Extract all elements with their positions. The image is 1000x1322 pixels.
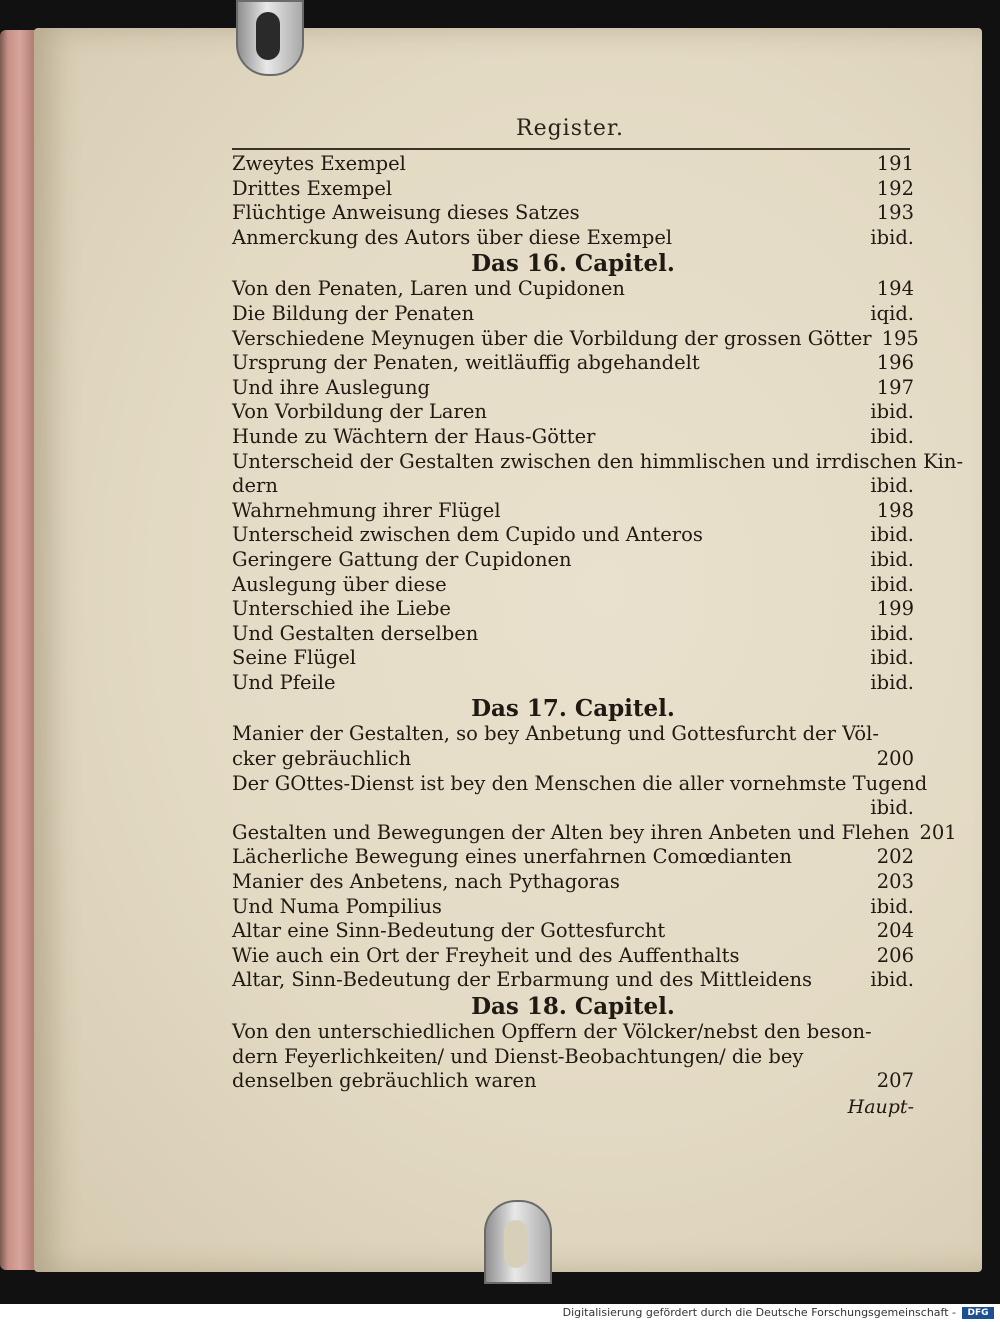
index-entry — [232, 944, 914, 969]
entry-page: 192 — [876, 176, 914, 200]
index-entry — [232, 326, 919, 352]
entry-page: ibid. — [870, 894, 914, 918]
index-entry — [232, 277, 914, 302]
entry-text: Und Numa Pompilius — [232, 894, 442, 918]
entry-page: ibid. — [870, 646, 914, 670]
entry-page: 196 — [876, 351, 914, 375]
index-entry — [232, 1020, 914, 1045]
entry-text: Manier des Anbetens, nach Pythagoras — [232, 870, 620, 894]
entry-page: 206 — [876, 943, 914, 967]
entry-text: dern — [232, 474, 278, 498]
index-entry — [232, 722, 914, 747]
entry-page: 198 — [876, 498, 914, 522]
entry-text: Der GOttes-Dienst ist bey den Menschen die aller vornehmste Tugend — [232, 771, 928, 795]
catchword: Haupt- — [847, 1095, 914, 1118]
entry-text: Unterscheid der Gestalten zwischen den himmlischen und irrdischen Kin- — [232, 449, 964, 473]
entry-text: Von den Penaten, Laren und Cupidonen — [232, 277, 625, 301]
chapter-heading: Das 16. Capitel. — [471, 250, 675, 278]
entry-text: cker gebräuchlich — [232, 747, 412, 771]
entry-text: Altar, Sinn-Bedeutung der Erbarmung und des Mittleidens — [232, 968, 813, 992]
entry-page: ibid. — [870, 400, 914, 424]
entry-page: iqid. — [870, 301, 914, 325]
page-clip-bottom — [484, 1200, 552, 1284]
index-entry — [232, 646, 914, 671]
entry-text: Altar eine Sinn-Bedeutung der Gottesfurcht — [232, 919, 666, 943]
index-entry — [232, 771, 928, 797]
entry-text: Unterschied ihe Liebe — [232, 597, 451, 621]
index-entry — [232, 573, 914, 598]
entry-text: Gestalten und Bewegungen der Alten bey ihren Anbeten und Flehen — [232, 820, 910, 844]
index-entry — [232, 449, 964, 475]
entry-text: Wie auch ein Ort der Freyheit und des Auffenthalts — [232, 943, 740, 967]
entry-text: Von den unterschiedlichen Opffern der Völcker/nebst den beson- — [232, 1020, 872, 1043]
index-entry — [232, 548, 914, 573]
index-entry — [232, 845, 914, 870]
entry-text: Und Gestalten derselben — [232, 621, 479, 645]
index-entry — [232, 499, 914, 524]
footer-bar — [0, 1304, 1000, 1322]
entry-page: 195 — [881, 326, 919, 350]
entry-text: Auslegung über diese — [232, 572, 447, 596]
entry-page: 191 — [876, 152, 914, 175]
index-entry — [232, 919, 914, 944]
entry-page: 200 — [876, 747, 914, 771]
register-index — [232, 152, 964, 1120]
index-entry — [232, 870, 914, 895]
index-entry — [232, 474, 914, 499]
running-head: Register. — [516, 116, 624, 141]
entry-text: Die Bildung der Penaten — [232, 301, 475, 325]
entry-page: 201 — [919, 820, 957, 844]
index-entry — [232, 820, 957, 846]
index-entry — [232, 796, 914, 821]
index-entry — [232, 747, 914, 772]
footer-credit: Digitalisierung gefördert durch die Deutsche Forschungsgemeinschaft - — [562, 1306, 956, 1319]
index-entry — [232, 201, 914, 226]
entry-text: Und ihre Auslegung — [232, 375, 431, 399]
entry-text: Drittes Exempel — [232, 176, 393, 200]
entry-text: dern Feyerlichkeiten/ und Dienst-Beobachtungen/ die bey — [232, 1044, 804, 1068]
entry-page: 203 — [876, 870, 914, 894]
entry-text: Seine Flügel — [232, 646, 357, 670]
entry-text: Ursprung der Penaten, weitläuffig abgehandelt — [232, 351, 700, 375]
entry-page: 199 — [876, 597, 914, 621]
index-entry — [232, 376, 914, 401]
entry-text: Unterscheid zwischen dem Cupido und Anteros — [232, 523, 703, 547]
index-entry — [232, 351, 914, 376]
index-entry — [232, 895, 914, 920]
entry-page: ibid. — [870, 796, 914, 820]
entry-page: ibid. — [870, 474, 914, 498]
entry-text: Anmerckung des Autors über diese Exempel — [232, 225, 673, 249]
entry-text: Geringere Gattung der Cupidonen — [232, 547, 572, 571]
entry-page: 202 — [876, 845, 914, 869]
index-entry — [232, 1069, 914, 1094]
entry-text: Und Pfeile — [232, 670, 336, 694]
entry-text: Von Vorbildung der Laren — [232, 400, 487, 424]
entry-page: 207 — [876, 1069, 914, 1093]
index-entry — [232, 226, 914, 251]
index-entry — [232, 671, 914, 696]
entry-text: Zweytes Exempel — [232, 152, 406, 175]
dfg-logo: DFG — [962, 1307, 994, 1319]
index-entry — [232, 302, 914, 327]
entry-page: ibid. — [870, 547, 914, 571]
entry-page: ibid. — [870, 225, 914, 249]
entry-page: 193 — [876, 201, 914, 225]
entry-page: ibid. — [870, 670, 914, 694]
chapter-heading: Das 17. Capitel. — [471, 695, 675, 723]
index-entry — [232, 622, 914, 647]
index-entry — [232, 425, 914, 450]
entry-text: Verschiedene Meynugen über die Vorbildung der grossen Götter — [232, 326, 872, 350]
chapter-heading: Das 18. Capitel. — [471, 993, 675, 1020]
index-entry — [232, 968, 914, 993]
entry-page: 194 — [876, 277, 914, 301]
entry-text: Manier der Gestalten, so bey Anbetung und Gottesfurcht der Völ- — [232, 722, 879, 746]
entry-text: denselben gebräuchlich waren — [232, 1069, 537, 1093]
entry-page: ibid. — [870, 621, 914, 645]
page-clip-top — [236, 0, 304, 76]
entry-page: ibid. — [870, 424, 914, 448]
header-rule — [232, 148, 910, 150]
entry-text: Flüchtige Anweisung dieses Satzes — [232, 201, 580, 225]
entry-page: 197 — [876, 375, 914, 399]
entry-page: ibid. — [870, 968, 914, 992]
index-entry — [232, 1045, 914, 1070]
index-entry — [232, 152, 914, 177]
entry-page: ibid. — [870, 523, 914, 547]
index-entry — [232, 597, 914, 622]
entry-text: Lächerliche Bewegung eines unerfahrnen Comœdianten — [232, 845, 792, 869]
index-entry — [232, 400, 914, 425]
entry-page: 204 — [876, 919, 914, 943]
entry-text: Hunde zu Wächtern der Haus-Götter — [232, 424, 596, 448]
entry-page: ibid. — [870, 572, 914, 596]
entry-text: Wahrnehmung ihrer Flügel — [232, 498, 501, 522]
index-entry — [232, 177, 914, 202]
index-entry — [232, 523, 914, 548]
